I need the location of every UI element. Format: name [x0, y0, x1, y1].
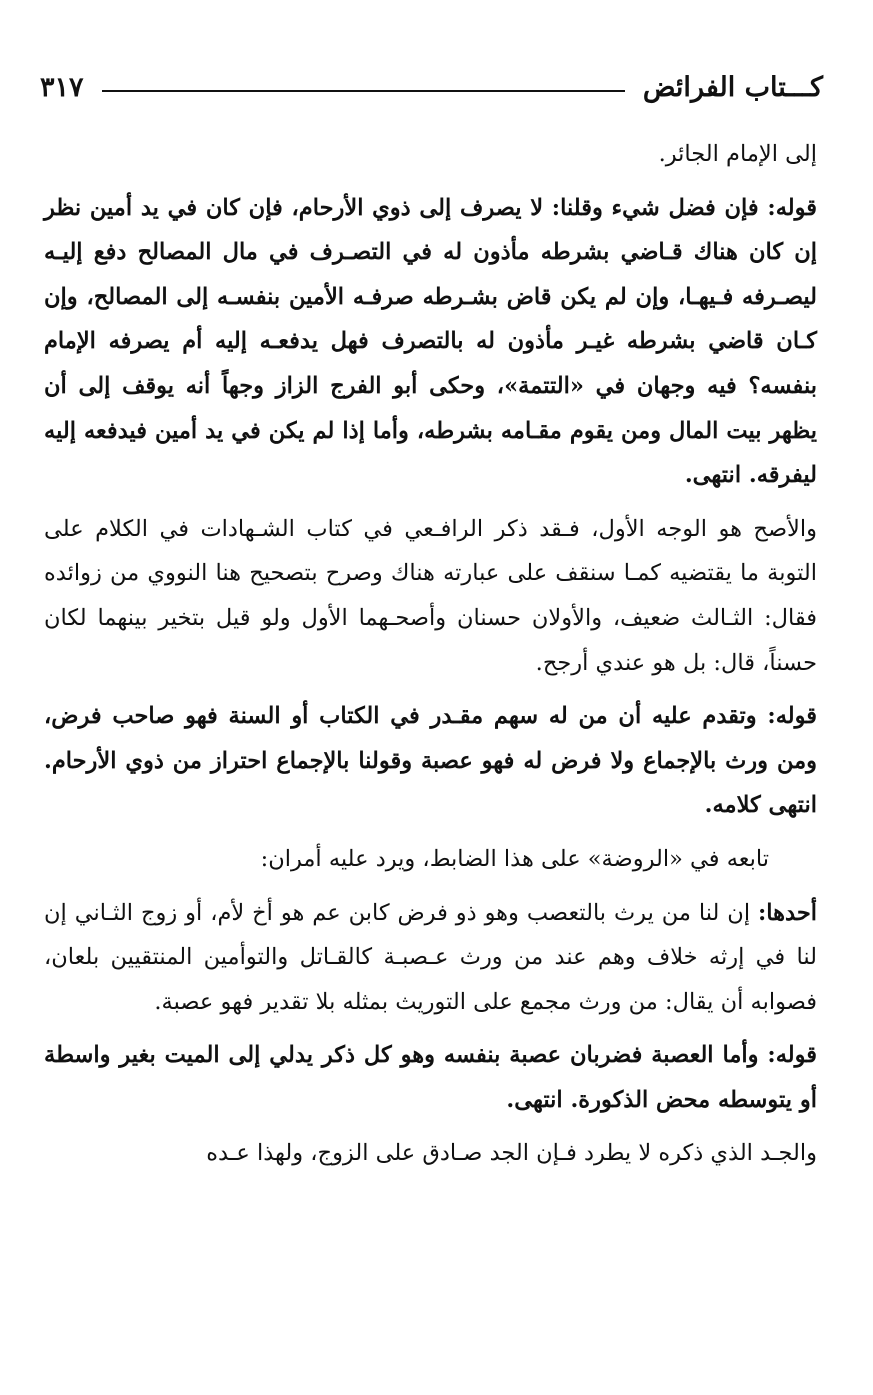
paragraph: تابعه في «الروضة» على هذا الضابط، ويرد عليه أمران:: [260, 845, 769, 872]
page-number: ٣١٧: [40, 71, 84, 103]
paragraph-text: إن لنا من يرث بالتعصب وهو ذو فرض كابن عم هو أخ لأم، أو زوج الثـاني إن لنا في إرثه خلاف وهم عند من ورث عـصبـة كالقـاتل والتوأمين المنتقيين بلعان، فصوابه أن يقال: من ورث مجمع على التوريث بمثله بلا تقدير فهو عصبة.: [44, 899, 817, 1015]
quoted-paragraph: قوله: وتقدم عليه أن من له سهم مقـدر في الكتاب أو السنة فهو صاحب فرض، ومن ورث بالإجماع ولا فرض له فهو عصبة وقولنا بالإجماع احتراز من ذوي الأرحام. انتهى كلامه.: [44, 703, 817, 819]
chapter-title: كـــتاب الفرائض: [642, 71, 823, 103]
page-body: [44, 132, 817, 1176]
paragraph: [44, 891, 817, 1025]
running-header: [40, 62, 823, 112]
header-rule: [102, 90, 625, 92]
quoted-paragraph: قوله: فإن فضل شيء وقلنا: لا يصرف إلى ذوي الأرحام، فإن كان في يد أمين نظر إن كان هناك قـاضي بشرطه مأذون له في التصـرف في مال المصالح دفع إليـه ليصـرفه فـيهـا، وإن لم يكن قاض بشـرطه صرفـه الأمين بنفسـه إلى المصالح، وإن كـان قاضي بشرطه غيـر مأذون له بالتصرف فهل يدفعـه إليه أم يصرفه الإمام بنفسه؟ فيه وجهان في «التتمة»، وحكى أبو الفرج الزاز وجهاً أنه يوقف إلى أن يظهر بيت المال ومن يقوم مقـامه بشرطه، وأما إذا لم يكن في يد أمين فيدفعه إليه ليفرقه. انتهى.: [44, 194, 817, 489]
paragraph: والجـد الذي ذكره لا يطرد فـإن الجد صـادق على الزوج، ولهذا عـده: [206, 1140, 817, 1167]
paragraph-lead: أحدها:: [758, 899, 817, 926]
paragraph: إلى الإمام الجائر.: [658, 141, 817, 167]
quoted-paragraph: قوله: وأما العصبة فضربان عصبة بنفسه وهو كل ذكر يدلي إلى الميت بغير واسطة أو يتوسطه محض الذكورة. انتهى.: [44, 1042, 817, 1113]
paragraph: والأصح هو الوجه الأول، فـقد ذكر الرافـعي في كتاب الشـهادات في الكلام على التوبة ما يقتضيه كمـا سنقف على عبارته هناك وصرح بتصحيح هنا النووي من زوائده فقال: الثـالث ضعيف، والأولان حسنان وأصحـهما الأول ولو قيل بتخير بينهما لكان حسناً، قال: بل هو عندي أرجح.: [44, 515, 817, 676]
